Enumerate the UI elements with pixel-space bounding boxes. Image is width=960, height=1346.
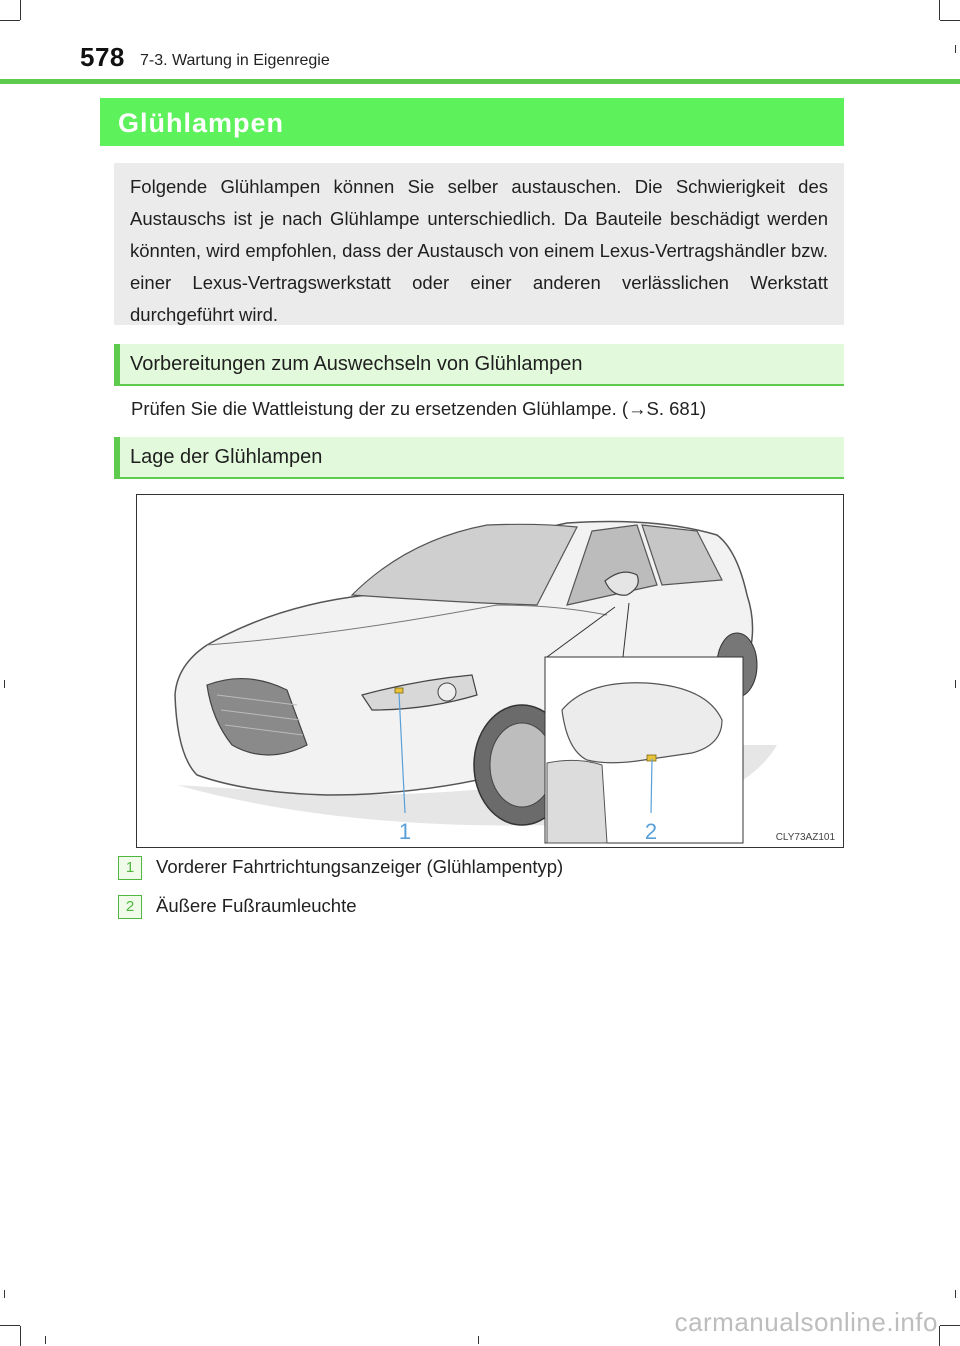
- section-heading-preparation: Vorbereitungen zum Auswechseln von Glühlampen: [114, 344, 844, 386]
- crop-mark: [955, 1290, 956, 1298]
- crop-mark: [939, 0, 940, 20]
- chapter-heading: 7-3. Wartung in Eigenregie: [140, 52, 330, 69]
- crop-mark: [0, 20, 20, 21]
- legend-text: Äußere Fußraumleuchte: [156, 895, 357, 916]
- crop-mark: [4, 680, 5, 688]
- crop-mark: [4, 1290, 5, 1298]
- callout-1: 1: [398, 819, 412, 844]
- preparation-text: Prüfen Sie die Wattleistung der zu ersetzenden Glühlampe. (→S. 681): [131, 398, 707, 419]
- callout-2: 2: [644, 819, 658, 844]
- watermark: carmanualsonline.info: [674, 1307, 938, 1337]
- legend-number-badge: 1: [118, 856, 142, 880]
- legend-text: Vorderer Fahrtrichtungsanzeiger (Glühlampentyp): [156, 856, 564, 877]
- page-title: Glühlampen: [100, 98, 844, 146]
- section-heading-bulb-location: Lage der Glühlampen: [114, 437, 844, 479]
- crop-mark: [940, 1325, 960, 1326]
- crop-mark: [20, 1326, 21, 1346]
- car-illustration: [136, 494, 844, 848]
- crop-mark: [20, 0, 21, 20]
- crop-mark: [955, 680, 956, 688]
- intro-box: Folgende Glühlampen können Sie selber austauschen. Die Schwierigkeit des Austauschs ist je nach Glühlampe unterschiedlich. Da Bauteile beschädigt werden könnten, wird empfohlen, dass der Austausch von einem Lexus-Vertragshändler bzw. einer Lexus-Vertragswerkstatt oder einer anderen verlässlichen Werkstatt durchgeführt wird.: [114, 163, 844, 325]
- crop-mark: [478, 1336, 479, 1344]
- page-number: 578: [80, 42, 125, 72]
- legend-item: [118, 856, 563, 880]
- crop-mark: [940, 20, 960, 21]
- crop-mark: [45, 1336, 46, 1344]
- crop-mark: [0, 1325, 20, 1326]
- legend-number-badge: 2: [118, 895, 142, 919]
- header-rule: [0, 79, 960, 84]
- legend-item: [118, 895, 357, 919]
- car-drawing: [137, 495, 844, 848]
- crop-mark: [939, 1326, 940, 1346]
- crop-mark: [955, 45, 956, 53]
- figure-code: CLY73AZ101: [775, 832, 835, 843]
